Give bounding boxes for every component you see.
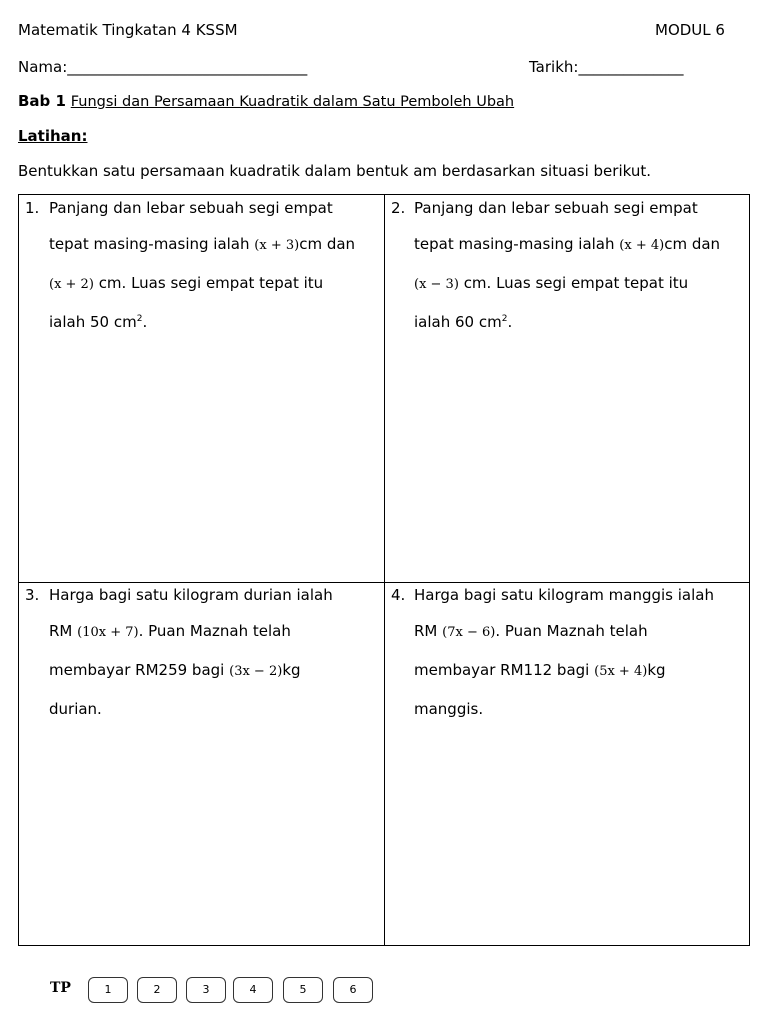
question-2-period: .	[507, 313, 513, 331]
tp-label: TP	[50, 980, 71, 996]
question-2-number: 2.	[391, 199, 406, 217]
question-2-line-4	[414, 313, 512, 331]
question-1-text: tepat masing-masing ialah	[49, 235, 250, 253]
question-4-payment: membayar RM112 bagi	[414, 661, 590, 679]
question-3-payment: membayar RM259 bagi	[49, 661, 225, 679]
chapter-title: Fungsi dan Persamaan Kuadratik dalam Satu Pemboleh Ubah	[70, 94, 515, 110]
exercise-heading: Latihan:	[18, 127, 88, 145]
chapter-label: Bab 1	[18, 92, 66, 110]
question-2-length-expr: (x + 4)	[619, 238, 665, 253]
tp-level-4[interactable]: 4	[233, 977, 273, 1003]
question-4-unit: kg	[647, 661, 666, 679]
question-3-rm: RM	[49, 622, 73, 640]
question-4-rm: RM	[414, 622, 438, 640]
question-2-sup: 2	[501, 314, 508, 324]
question-2-line-2	[414, 235, 720, 253]
question-1-text-b: cm dan	[299, 235, 356, 253]
question-4-price-expr: (7x − 6)	[442, 625, 496, 640]
question-4-number: 4.	[391, 586, 406, 604]
question-1-number: 1.	[25, 199, 40, 217]
question-2-text: tepat masing-masing ialah	[414, 235, 615, 253]
question-2-line-3	[414, 274, 688, 292]
question-1-period: .	[142, 313, 148, 331]
question-1-text-c: cm. Luas segi empat tepat itu	[98, 274, 324, 292]
question-4-text-b: . Puan Maznah telah	[495, 622, 648, 640]
question-4-line-3	[414, 661, 666, 679]
question-4-line-2	[414, 622, 648, 640]
chapter-heading	[18, 92, 514, 110]
exercise-instruction: Bentukkan satu persamaan kuadratik dalam bentuk am berdasarkan situasi berikut.	[18, 162, 651, 180]
question-3-text-b: . Puan Maznah telah	[138, 622, 291, 640]
tp-level-3[interactable]: 3	[186, 977, 226, 1003]
question-4-line-4: manggis.	[414, 700, 484, 718]
grid-divider-horizontal	[19, 582, 749, 583]
question-3-line-2	[49, 622, 291, 640]
question-3-price-expr: (10x + 7)	[77, 625, 139, 640]
question-2-text-b: cm dan	[664, 235, 721, 253]
question-2-width-expr: (x − 3)	[414, 277, 459, 292]
subject-title: Matematik Tingkatan 4 KSSM	[18, 21, 238, 39]
question-grid	[18, 194, 750, 946]
question-3-unit: kg	[282, 661, 301, 679]
tp-level-6[interactable]: 6	[333, 977, 373, 1003]
question-3-line-1: Harga bagi satu kilogram durian ialah	[49, 586, 333, 604]
question-1-width-expr: (x + 2)	[49, 277, 94, 292]
name-row	[18, 58, 307, 76]
question-1-line-3	[49, 274, 323, 292]
question-3-number: 3.	[25, 586, 40, 604]
tp-level-5[interactable]: 5	[283, 977, 323, 1003]
question-4-line-1: Harga bagi satu kilogram manggis ialah	[414, 586, 714, 604]
date-label: Tarikh:	[529, 58, 579, 76]
question-3-line-3	[49, 661, 301, 679]
tp-level-2[interactable]: 2	[137, 977, 177, 1003]
question-1-length-expr: (x + 3)	[254, 238, 300, 253]
module-label: MODUL 6	[655, 21, 725, 39]
question-2-line-1: Panjang dan lebar sebuah segi empat	[414, 199, 698, 217]
tp-level-1[interactable]: 1	[88, 977, 128, 1003]
question-2-text-c: cm. Luas segi empat tepat itu	[463, 274, 689, 292]
question-1-line-2	[49, 235, 355, 253]
name-blank: ________________________________	[67, 58, 308, 76]
date-row	[529, 58, 683, 76]
question-2-area: ialah 60 cm	[414, 313, 502, 331]
question-1-sup: 2	[136, 314, 143, 324]
question-4-mass-expr: (5x + 4)	[594, 664, 648, 679]
date-blank: ______________	[578, 58, 684, 76]
question-3-mass-expr: (3x − 2)	[229, 664, 283, 679]
question-3-line-4: durian.	[49, 700, 102, 718]
question-1-area: ialah 50 cm	[49, 313, 137, 331]
question-1-line-1: Panjang dan lebar sebuah segi empat	[49, 199, 333, 217]
question-1-line-4	[49, 313, 147, 331]
name-label: Nama:	[18, 58, 68, 76]
grid-divider-vertical	[384, 195, 385, 945]
